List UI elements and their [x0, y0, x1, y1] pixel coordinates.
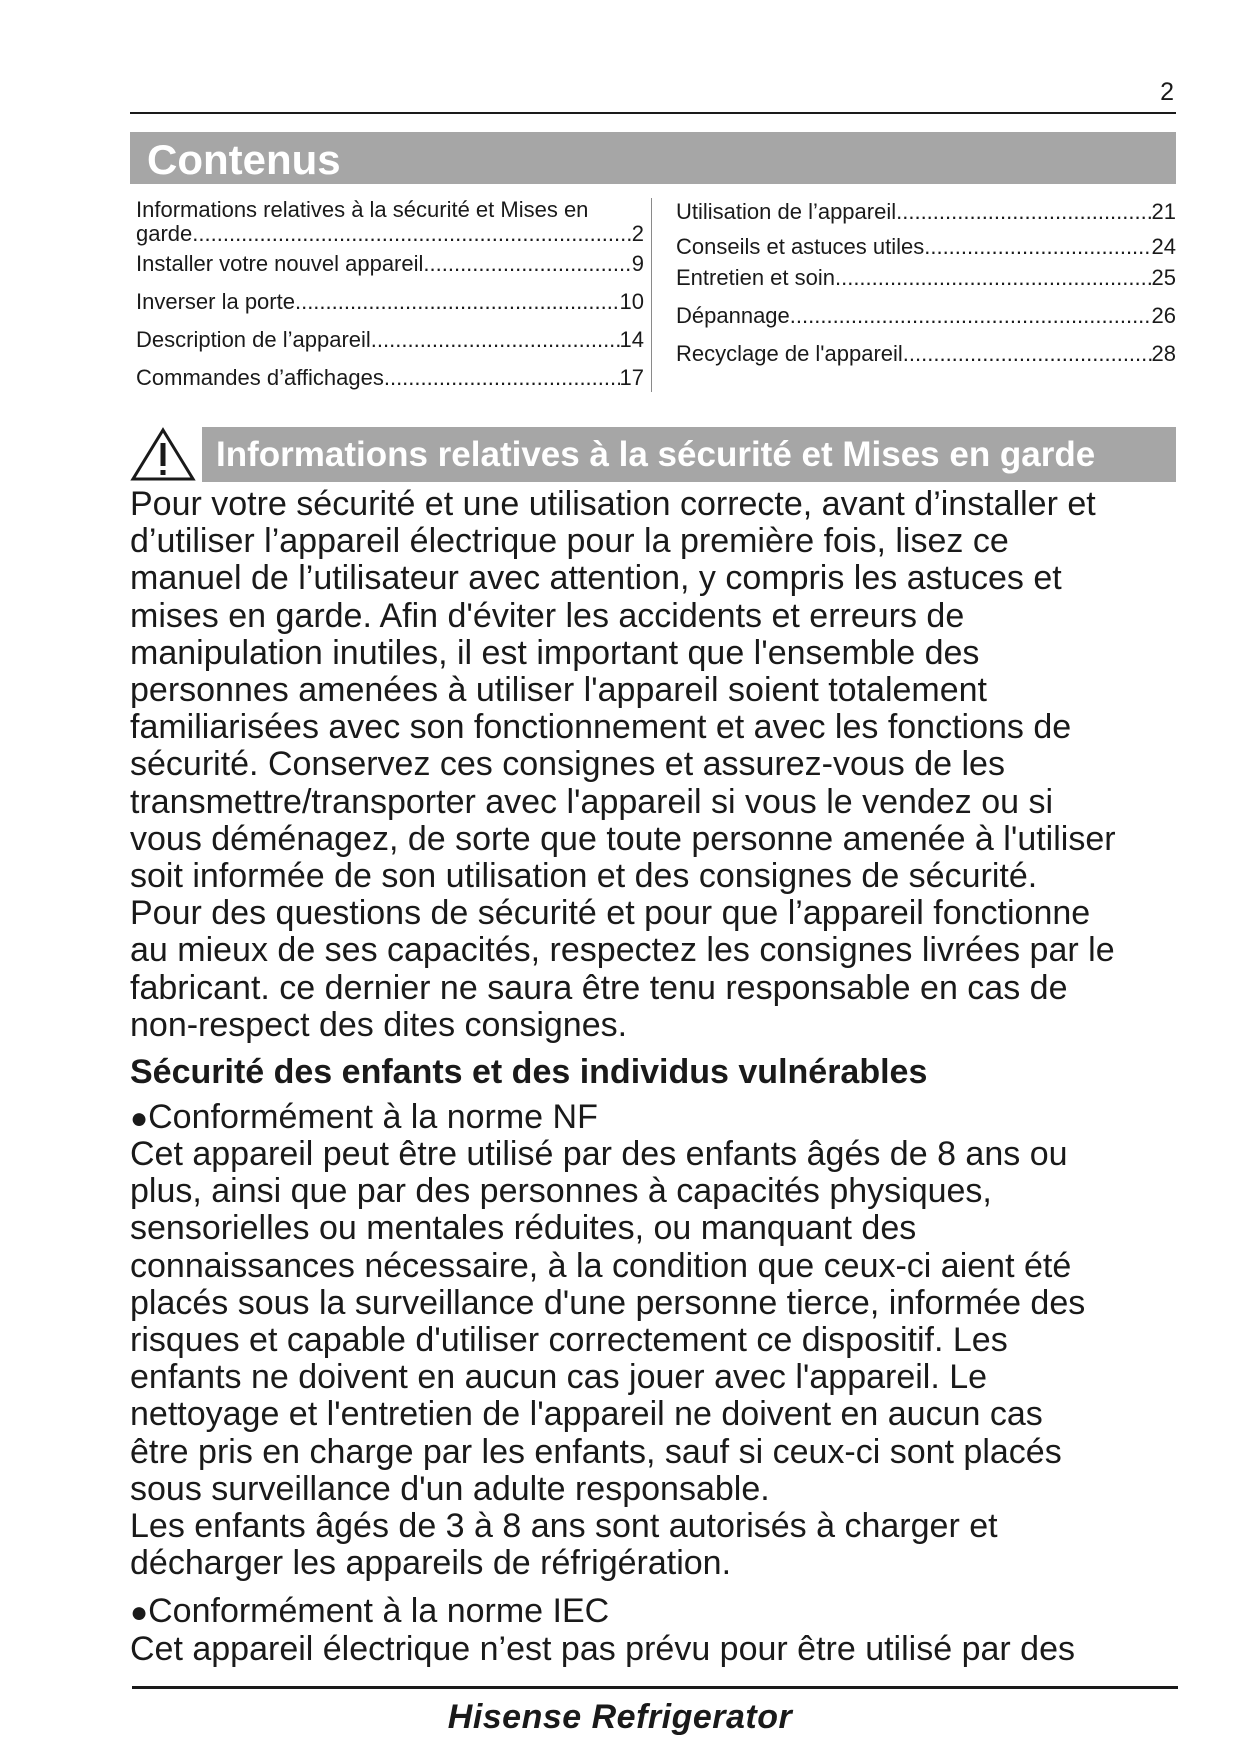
toc-leader-dots — [896, 200, 1151, 224]
safety-section-header — [130, 427, 1176, 482]
text-line: Cet appareil électrique n’est pas prévu pour être utilisé par des — [130, 1630, 1075, 1668]
toc-leader-dots — [790, 304, 1152, 328]
contents-title: Contenus — [147, 136, 341, 183]
text-line: Pour des questions de sécurité et pour que l’appareil fonctionne — [130, 894, 1091, 933]
text-line: sécurité. Conservez ces consignes et assurez-vous de les — [130, 745, 1005, 784]
text-line: risques et capable d'utiliser correctement ce dispositif. Les — [130, 1321, 1008, 1360]
text-line: Cet appareil peut être utilisé par des enfants âgés de 8 ans ou — [130, 1135, 1068, 1173]
toc-entry[interactable] — [676, 342, 1176, 366]
bullet-dot-icon: ● — [130, 1102, 149, 1135]
text-line: décharger les appareils de réfrigération. — [130, 1544, 732, 1583]
text-line: d’utiliser l’appareil électrique pour la première fois, lisez ce — [130, 522, 1009, 561]
contents-header — [130, 132, 1176, 184]
text-line: connaissances nécessaire, à la condition que ceux-ci aient été — [130, 1246, 1072, 1285]
toc-entry-page: 14 — [619, 327, 644, 352]
toc-entry-page: 28 — [1151, 341, 1176, 366]
toc-divider — [651, 198, 652, 392]
children-safety-heading: Sécurité des enfants et des individus vulnérables — [130, 1053, 928, 1091]
toc-leader-dots — [384, 366, 620, 390]
toc-leader-dots — [423, 252, 631, 276]
toc-entry[interactable] — [136, 198, 644, 246]
safety-heading-bar — [202, 427, 1176, 482]
iec-bullet — [130, 1591, 609, 1633]
toc-entry-title: Commandes d’affichages — [136, 365, 384, 390]
text-line: plus, ainsi que par des personnes à capacités physiques, — [130, 1172, 992, 1211]
toc-leader-dots — [903, 342, 1152, 366]
toc-leader-dots — [835, 266, 1152, 290]
toc-entry-title-line1: Informations relatives à la sécurité et Mises en — [136, 197, 589, 222]
intro-paragraph — [130, 486, 1180, 1044]
text-line: au mieux de ses capacités, respectez les consignes livrées par le — [130, 931, 1115, 970]
text-line: placés sous la surveillance d'une personne tierce, informée des — [130, 1283, 1086, 1322]
text-line: non-respect des dites consignes. — [130, 1005, 628, 1044]
bullet-dot-icon: ● — [130, 1596, 149, 1629]
toc-entry-page: 26 — [1151, 303, 1176, 328]
text-line: enfants ne doivent en aucun cas jouer avec l'appareil. Le — [130, 1358, 988, 1397]
toc-entry-title: Conseils et astuces utiles — [676, 234, 925, 259]
footer-brand: Hisense Refrigerator — [447, 1698, 793, 1736]
page-number: 2 — [1160, 78, 1174, 106]
toc-entry-page: 10 — [619, 289, 644, 314]
bottom-rule — [132, 1686, 1178, 1689]
toc-entry-page: 17 — [619, 365, 644, 390]
text-line: Les enfants âgés de 3 à 8 ans sont autorisés à charger et — [130, 1507, 998, 1546]
toc-entry-title: Installer votre nouvel appareil — [136, 251, 424, 276]
text-line: être pris en charge par les enfants, sauf si ceux-ci sont placés — [130, 1432, 1062, 1471]
text-line: personnes amenées à utiliser l'appareil soient totalement — [130, 671, 987, 710]
text-line: vous déménagez, de sorte que toute personne amenée à l'utiliser — [130, 819, 1116, 858]
text-line: manipulation inutiles, il est important que l'ensemble des — [130, 633, 980, 672]
toc-entry[interactable] — [136, 366, 644, 390]
nf-bullet-label: Conformément à la norme NF — [148, 1098, 598, 1136]
toc-entry-title: Entretien et soin — [676, 265, 835, 290]
toc-entry-page: 21 — [1151, 199, 1176, 224]
toc-leader-dots — [371, 328, 620, 352]
toc-entry-title: Dépannage — [676, 303, 790, 328]
text-line: nettoyage et l'entretien de l'appareil ne doivent en aucun cas — [130, 1395, 1043, 1434]
toc-entry-title: Inverser la porte — [136, 289, 295, 314]
toc-entry[interactable] — [676, 200, 1176, 224]
toc-entry[interactable] — [676, 266, 1176, 290]
iec-paragraph — [130, 1631, 1180, 1668]
toc-entry-page: 2 — [631, 221, 644, 246]
toc-leader-dots — [295, 290, 620, 314]
toc-entry[interactable] — [136, 252, 644, 276]
nf-paragraph — [130, 1136, 1180, 1582]
toc-entry-page: 24 — [1151, 234, 1176, 259]
safety-heading: Informations relatives à la sécurité et Mises en garde — [216, 435, 1096, 474]
toc-entry-title: Utilisation de l’appareil — [676, 199, 897, 224]
warning-triangle-icon — [130, 427, 196, 482]
text-line: manuel de l’utilisateur avec attention, y compris les astuces et — [130, 559, 1062, 598]
text-line: fabricant. ce dernier ne saura être tenu responsable en cas de — [130, 968, 1068, 1007]
text-line: sensorielles ou mentales réduites, ou manquant des — [130, 1209, 917, 1248]
toc-entry-title: Recyclage de l'appareil — [676, 341, 903, 366]
toc-leader-dots — [924, 235, 1151, 259]
toc-entry-page: 25 — [1151, 265, 1176, 290]
text-line: soit informée de son utilisation et des consignes de sécurité. — [130, 857, 1038, 896]
toc-entry-title: garde — [136, 221, 193, 246]
nf-bullet — [130, 1097, 598, 1139]
toc-entry-page: 9 — [631, 251, 644, 276]
toc-entry[interactable] — [676, 304, 1176, 328]
toc-entry[interactable] — [136, 290, 644, 314]
iec-bullet-label: Conformément à la norme IEC — [148, 1592, 610, 1630]
text-line: familiarisées avec son fonctionnement et avec les fonctions de — [130, 708, 1072, 747]
toc-entry[interactable] — [676, 235, 1176, 259]
text-line: Pour votre sécurité et une utilisation correcte, avant d’installer et — [130, 485, 1096, 523]
toc-leader-dots — [192, 222, 631, 246]
toc-entry[interactable] — [136, 328, 644, 352]
text-line: transmettre/transporter avec l'appareil si vous le vendez ou si — [130, 782, 1054, 821]
table-of-contents — [130, 196, 1176, 396]
text-line: sous surveillance d'un adulte responsable. — [130, 1469, 770, 1508]
text-line: mises en garde. Afin d'éviter les accidents et erreurs de — [130, 596, 965, 635]
top-rule — [130, 112, 1176, 114]
toc-entry-title: Description de l’appareil — [136, 327, 371, 352]
